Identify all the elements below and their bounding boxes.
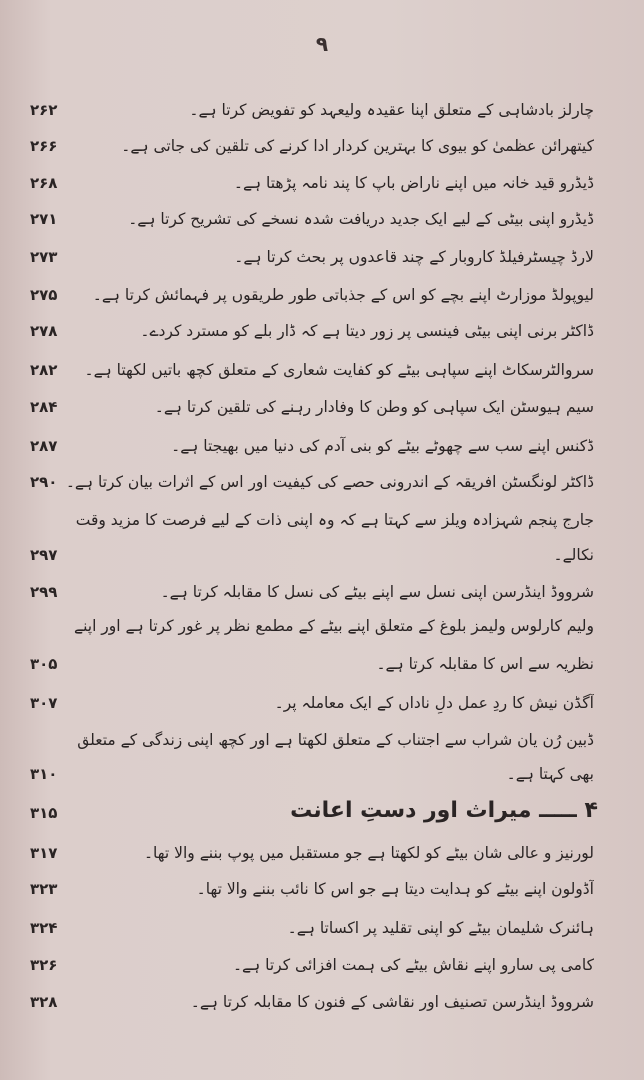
- toc-entry: [0, 280, 644, 310]
- toc-entry-text: سروالٹرسکاٹ اپنے سپاہی بیٹے کو کفایت شعاری کے متعلق کچھ باتیں لکھتا ہے۔: [84, 361, 594, 379]
- toc-entry-text: کامی پی سارو اپنے نقاش بیٹے کی ہمت افزائی کرتا ہے۔: [232, 956, 594, 974]
- toc-entry: [0, 950, 644, 980]
- toc-entry-text: سیم ہیوسٹن ایک سپاہی کو وطن کا وفادار رہنے کی تلقین کرتا ہے۔: [154, 398, 594, 416]
- toc-entry-page: ۳۰۵: [30, 655, 58, 673]
- toc-entry: [0, 168, 644, 198]
- toc-entry-text: بھی کہتا ہے۔: [506, 765, 594, 783]
- toc-entry-page: ۳۱۰: [30, 765, 58, 783]
- toc-entry: [0, 725, 644, 755]
- toc-entry-text: ولیم کارلوس ولیمز بلوغ کے متعلق اپنے بیٹے کے مطمع نظر پر غور کرتا ہے اور اپنے: [74, 617, 594, 635]
- toc-entry-page: ۲۷۱: [30, 210, 58, 228]
- toc-entry: [0, 95, 644, 125]
- toc-entry-text: آڈولون اپنے بیٹے کو ہدایت دیتا ہے جو اس کا نائب بننے والا تھا۔: [196, 880, 594, 898]
- toc-entry-text: ڈیڈرو قید خانہ میں اپنے ناراض باپ کا پند نامہ پڑھتا ہے۔: [233, 174, 594, 192]
- toc-entry-text: ڈیڈرو اپنی بیٹی کے لیے ایک جدید دریافت شدہ نسخے کی تشریح کرتا ہے۔: [128, 210, 594, 228]
- toc-entry-text: لارڈ چیسٹرفیلڈ کاروبار کے چند قاعدوں پر بحث کرتا ہے۔: [234, 248, 594, 266]
- toc-entry-text: لورنیز و عالی شان بیٹے کو لکھتا ہے جو مستقبل میں پوپ بننے والا تھا۔: [143, 844, 594, 862]
- toc-entry-page: ۲۹۰: [30, 473, 58, 491]
- toc-entry: [0, 913, 644, 943]
- toc-entry: [0, 392, 644, 422]
- section-page-number: ۳۱۵: [30, 804, 58, 822]
- toc-entry: [0, 204, 644, 234]
- toc-entry-text: نکالے۔: [553, 546, 594, 564]
- toc-entry: [0, 838, 644, 868]
- toc-entry-text: آگڈن نیش کا ردِ عمل دلِ ناداں کے ایک معاملہ پر۔: [274, 694, 594, 712]
- section-number: ۴: [584, 798, 598, 823]
- toc-entry-text: کیتھرائن عظمیٰ کو بیوی کا بہترین کردار ادا کرنے کی تلقین کی جاتی ہے۔: [121, 137, 594, 155]
- toc-entry-page: ۲۸۲: [30, 361, 58, 379]
- toc-entry-text: جارج پنجم شہزادہ ویلز سے کہتا ہے کہ وہ اپنی ذات کے لیے فرصت کا مزید وقت: [75, 511, 594, 529]
- toc-entry: [0, 355, 644, 385]
- toc-entry: [0, 540, 644, 570]
- toc-entry-page: ۲۷۵: [30, 286, 58, 304]
- toc-entry-page: ۳۲۸: [30, 993, 58, 1011]
- toc-entry-page: ۲۷۳: [30, 248, 58, 266]
- toc-entry-page: ۳۲۴: [30, 919, 58, 937]
- toc-entry: [0, 131, 644, 161]
- toc-entry-page: ۲۸۷: [30, 437, 58, 455]
- toc-entry: [0, 431, 644, 461]
- toc-entry: [0, 577, 644, 607]
- toc-entry-page: ۳۲۳: [30, 880, 58, 898]
- toc-entry-text: ڈاکٹر لونگسٹن افریقہ کے اندرونی حصے کی کیفیت اور اس کے اثرات بیان کرتا ہے۔: [65, 473, 594, 491]
- toc-entry-text: شرووڈ اینڈرسن اپنی نسل سے اپنے بیٹے کی نسل کا مقابلہ کرتا ہے۔: [160, 583, 594, 601]
- toc-entry-page: ۲۹۹: [30, 583, 58, 601]
- toc-entry-page: ۳۲۶: [30, 956, 58, 974]
- toc-entry: [0, 874, 644, 904]
- toc-entry-text: ڈکنس اپنے سب سے چھوٹے بیٹے کو بنی آدم کی دنیا میں بھیجتا ہے۔: [171, 437, 594, 455]
- toc-entry: [0, 316, 644, 346]
- toc-entry-page: ۲۹۷: [30, 546, 58, 564]
- section-title-text: میراث اور دستِ اعانت: [290, 798, 532, 823]
- toc-entry: [0, 649, 644, 679]
- toc-entry-text: ہائنرک شلیمان بیٹے کو اپنی تقلید پر اکساتا ہے۔: [287, 919, 594, 937]
- page-number: ۹: [315, 32, 329, 56]
- toc-entry-page: ۲۸۴: [30, 398, 58, 416]
- section-page-row: [0, 798, 644, 828]
- toc-entry-text: چارلز بادشاہی کے متعلق اپنا عقیدہ ولیعہد کو تفویض کرتا ہے۔: [189, 101, 594, 119]
- toc-entry: [0, 688, 644, 718]
- toc-entry-page: ۳۰۷: [30, 694, 58, 712]
- toc-entry-page: ۲۷۸: [30, 322, 58, 340]
- toc-entry-page: ۳۱۷: [30, 844, 58, 862]
- toc-entry: [0, 759, 644, 789]
- toc-entry-page: ۲۶۶: [30, 137, 58, 155]
- section-dash: ـــــ: [539, 798, 577, 823]
- toc-entry-text: لیوپولڈ موزارٹ اپنے بچے کو اس کے جذباتی طور طریقوں پر فہمائش کرتا ہے۔: [92, 286, 594, 304]
- toc-entry-text: ڈاکٹر برنی اپنی بیٹی فینسی پر زور دیتا ہے کہ ڈار بلے کو مسترد کردے۔: [140, 322, 594, 340]
- toc-entry-page: ۲۶۲: [30, 101, 58, 119]
- toc-entry-text: شرووڈ اینڈرسن تصنیف اور نقاشی کے فنون کا مقابلہ کرتا ہے۔: [190, 993, 594, 1011]
- toc-entry: [0, 505, 644, 535]
- toc-entry-text: ڈبین رُن یان شراب سے اجتناب کے متعلق لکھتا ہے اور کچھ اپنی زندگی کے متعلق: [77, 731, 594, 749]
- toc-entry: [0, 987, 644, 1017]
- toc-entry: [0, 242, 644, 272]
- toc-entry: [0, 611, 644, 641]
- toc-entry-text: نظریہ سے اس کا مقابلہ کرتا ہے۔: [376, 655, 594, 673]
- toc-entry-page: ۲۶۸: [30, 174, 58, 192]
- toc-entry: [0, 467, 644, 497]
